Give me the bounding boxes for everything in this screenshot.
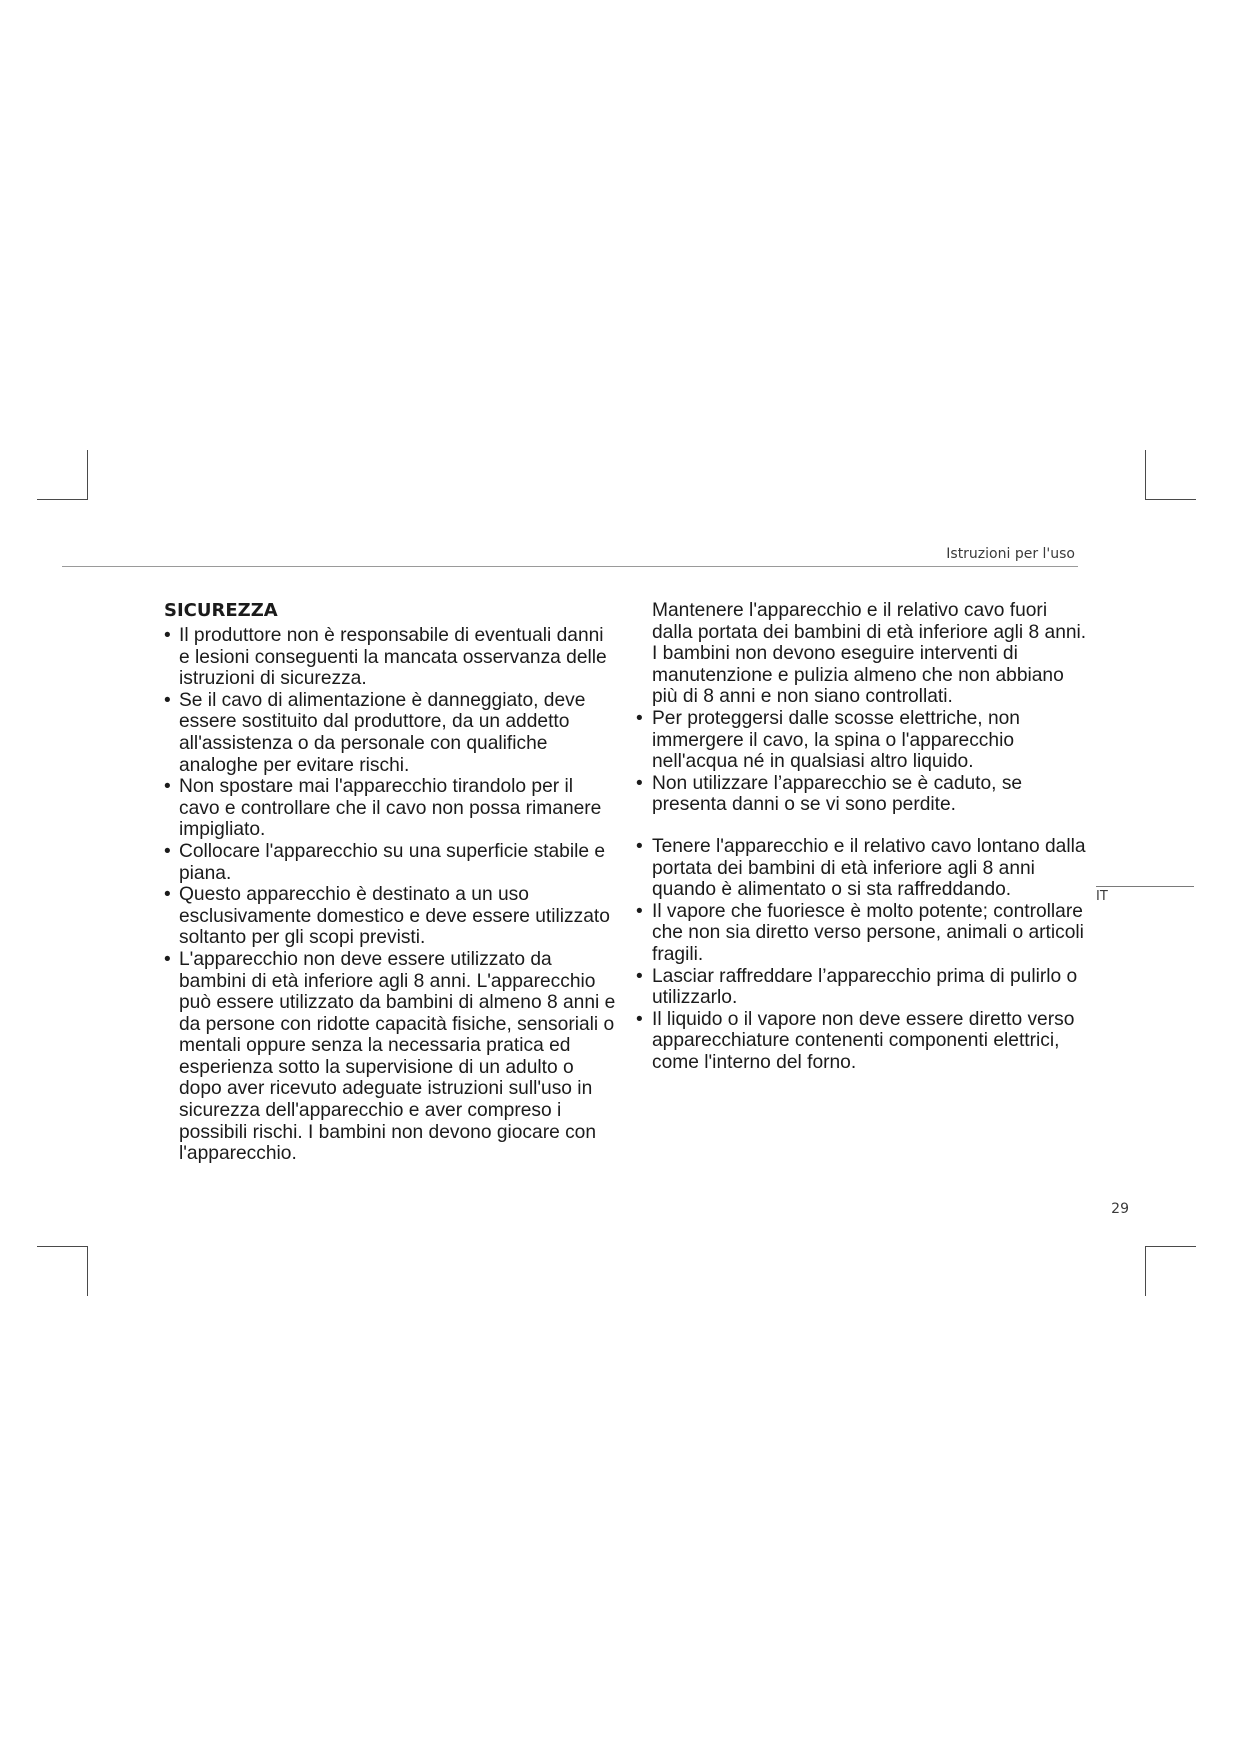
list-item: • Non utilizzare l’apparecchio se è caduto, se presenta danni o se vi sono perdite. [636, 773, 1090, 816]
list-item: • Collocare l'apparecchio su una superficie stabile e piana. [164, 841, 616, 884]
list-item: • Se il cavo di alimentazione è danneggiato, deve essere sostituito dal produttore, da un addetto all'assistenza o da personale con qualifiche analoghe per evitare rischi. [164, 690, 616, 776]
running-header [62, 546, 1078, 567]
crop-mark-bottom-right-h [1145, 1246, 1196, 1247]
list-item: • Questo apparecchio è destinato a un uso esclusivamente domestico e deve essere utilizzato soltanto per gli scopi previsti. [164, 884, 616, 949]
list-item: • Lasciar raffreddare l’apparecchio prima di pulirlo o utilizzarlo. [636, 966, 1090, 1009]
crop-mark-bottom-left-h [37, 1246, 88, 1247]
safety-list-right-a [636, 708, 1090, 816]
crop-mark-top-right-v [1145, 450, 1146, 500]
left-column [164, 600, 616, 1165]
list-item: • Per proteggersi dalle scosse elettriche, non immergere il cavo, la spina o l'apparecchio nell'acqua né in qualsiasi altro liquido. [636, 708, 1090, 773]
list-item: • Non spostare mai l'apparecchio tirandolo per il cavo e controllare che il cavo non possa rimanere impigliato. [164, 776, 616, 841]
language-tab [1096, 886, 1194, 904]
crop-mark-bottom-right-v [1145, 1246, 1146, 1296]
language-code: IT [1096, 889, 1108, 904]
continuation-paragraph: Mantenere l'apparecchio e il relativo cavo fuori dalla portata dei bambini di età inferiore agli 8 anni. I bambini non devono eseguire interventi di manutenzione e pulizia almeno che non abbiano più di 8 anni e non siano controllati. [652, 600, 1087, 708]
list-item: • L'apparecchio non deve essere utilizzato da bambini di età inferiore agli 8 anni. L'apparecchio può essere utilizzato da bambini di almeno 8 anni e da persone con ridotte capacità fisiche, sensoriali o mentali oppure senza la necessaria pratica ed esperienza sotto la supervisione di un adulto o dopo aver ricevuto adeguate istruzioni sull'uso in sicurezza dell'apparecchio e aver compreso i possibili rischi. I bambini non devono giocare con l'apparecchio. [164, 949, 616, 1165]
list-item: • Il vapore che fuoriesce è molto potente; controllare che non sia diretto verso persone, animali o articoli fragili. [636, 901, 1090, 966]
crop-mark-bottom-left-v [87, 1246, 88, 1296]
safety-list-right-b [636, 836, 1090, 1074]
page-number: 29 [1111, 1201, 1129, 1217]
crop-mark-top-left-h [37, 499, 88, 500]
spacer [636, 816, 1090, 836]
list-item: • Tenere l'apparecchio e il relativo cavo lontano dalla portata dei bambini di età inferiore agli 8 anni quando è alimentato o si sta raffreddando. [636, 836, 1090, 901]
right-column [636, 600, 1090, 1073]
section-title: SICUREZZA [164, 600, 278, 621]
safety-list-left [164, 625, 616, 1165]
list-item: • Il liquido o il vapore non deve essere diretto verso apparecchiature contenenti componenti elettrici, come l'interno del forno. [636, 1009, 1090, 1074]
crop-mark-top-right-h [1145, 499, 1196, 500]
header-title: Istruzioni per l'uso [946, 546, 1075, 562]
list-item: • Il produttore non è responsabile di eventuali danni e lesioni conseguenti la mancata osservanza delle istruzioni di sicurezza. [164, 625, 616, 690]
crop-mark-top-left-v [87, 450, 88, 500]
